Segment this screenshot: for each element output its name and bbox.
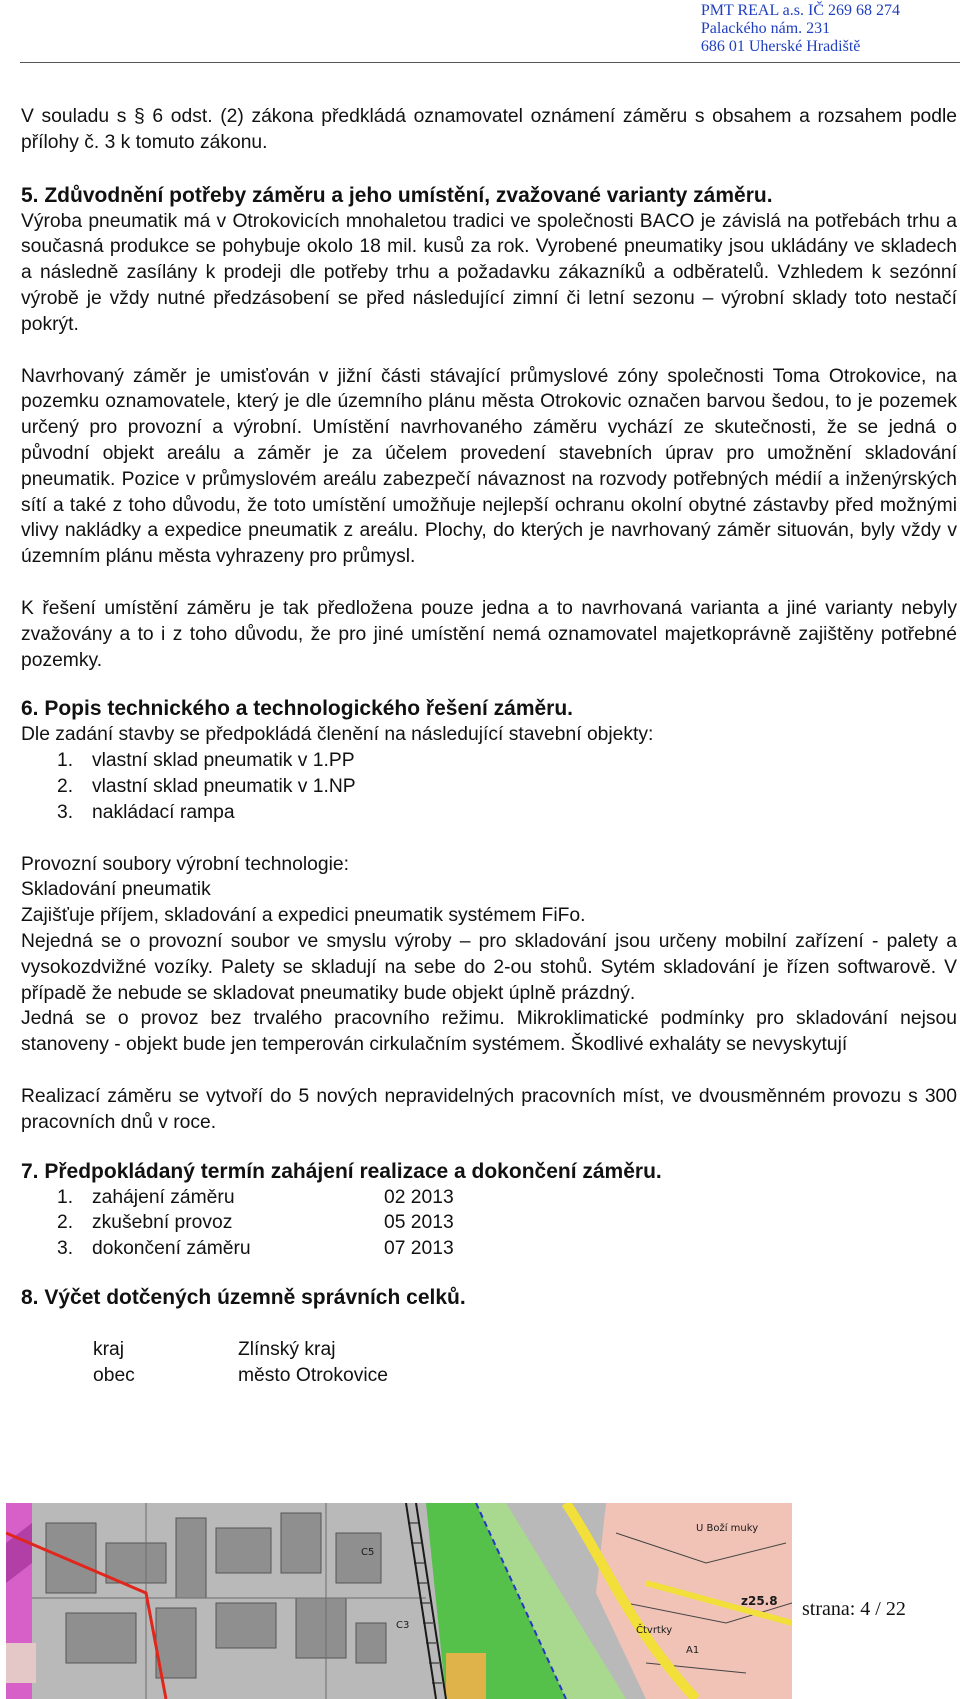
header-company-line: PMT REAL a.s. IČ 269 68 274 xyxy=(700,2,900,19)
section6-paragraph-c: Realizací záměru se vytvoří do 5 nových nepravidelných pracovních míst, ve dvousměnném provozu s 300 pracovních dnů v roce. xyxy=(21,1085,957,1133)
page-number: strana: 4 / 22 xyxy=(802,1598,906,1620)
schedule-item: 1. zahájení záměru 02 2013 xyxy=(57,1186,454,1208)
document-body xyxy=(21,104,957,1388)
list-item: 2. vlastní sklad pneumatik v 1.NP xyxy=(57,775,356,797)
territory-table xyxy=(21,1337,957,1389)
map-label: Čtvrtky xyxy=(636,1625,673,1636)
section7-heading: 7. Předpokládaný termín zahájení realizace a dokončení záměru. xyxy=(21,1159,662,1183)
header-divider xyxy=(20,62,960,63)
section5-paragraph-1: Výroba pneumatik má v Otrokovicích mnohaletou tradici ve společnosti BACO je závislá na potřebách trhu a současná produkce se pohybuje okolo 18 mil. kusů za rok. Vyrobené pneumatiky jsou ukládány ve skladech a následně zasílány k prodeji dle potřeby trhu a požadavku zákazníků a odběratelů. Vzhledem k sezónní výrobě je vždy nutné předzásobení se před následující zimní či letní sezonu – výrobní sklady toto nestačí pokrýt. xyxy=(21,210,957,335)
tech-description: Zajišťuje příjem, skladování a expedici pneumatik systémem FiFo. xyxy=(21,905,586,927)
section8-heading: 8. Výčet dotčených územně správních celků. xyxy=(21,1285,466,1309)
tech-name: Skladování pneumatik xyxy=(21,879,211,901)
territory-row: obec město Otrokovice xyxy=(93,1364,389,1386)
building-objects-list xyxy=(21,748,957,825)
list-item: 3. nakládací rampa xyxy=(57,801,235,823)
list-item: 1. vlastní sklad pneumatik v 1.PP xyxy=(57,750,355,772)
section6-paragraph-a: Nejedná se o provozní soubor ve smyslu výroby – pro skladování jsou určeny mobilní zařízení - palety a vysokozdvižné vozíky. Palety se skladují na sebe do 2-ou stohů. Sytém skladování je řízen softwarově. V případě že nebude se skladovat pneumatiky bude objekt úplně prázdný. xyxy=(21,930,957,1004)
map-label: z25.8 xyxy=(741,1594,778,1608)
schedule-item: 2. zkušební provoz 05 2013 xyxy=(57,1212,454,1234)
schedule-list xyxy=(21,1185,957,1262)
section6-heading: 6. Popis technického a technologického řešení záměru. xyxy=(21,697,573,721)
schedule-item: 3. dokončení záměru 07 2013 xyxy=(57,1238,454,1260)
map-label: C3 xyxy=(396,1620,410,1631)
company-header xyxy=(701,2,900,56)
section5-heading: 5. Zdůvodnění potřeby záměru a jeho umístění, zvažované varianty záměru. xyxy=(21,183,773,207)
section5-paragraph-3: K řešení umístění záměru je tak předložena pouze jedna a to navrhovaná varianta a jiné varianty nebyly zvažovány a to i z toho důvodu, že pro jiné umístění nemá oznamovatel majetkoprávně zajištěny potřebné pozemky. xyxy=(21,597,957,671)
section6-paragraph-b: Jedná se o provoz bez trvalého pracovního režimu. Mikroklimatické podmínky pro skladování nejsou stanoveny - objekt bude jen temperován cirkulačním systémem. Škodlivé exhaláty se nevyskytují xyxy=(21,1008,957,1056)
zoning-map-image xyxy=(6,1503,792,1699)
tech-heading: Provozní soubory výrobní technologie: xyxy=(21,853,349,875)
territory-row: kraj Zlínský kraj xyxy=(93,1338,336,1360)
map-label: C5 xyxy=(361,1547,375,1558)
intro-paragraph: V souladu s § 6 odst. (2) zákona předkládá oznamovatel oznámení záměru s obsahem a rozsahem podle přílohy č. 3 k tomuto zákonu. xyxy=(21,106,957,153)
section6-lead: Dle zadání stavby se předpokládá členění na následující stavební objekty: xyxy=(21,724,654,746)
section5-paragraph-2: Navrhovaný záměr je umisťován v jižní části stávající průmyslové zóny společnosti Toma Otrokovice, na pozemku oznamovatele, který je dle územního plánu města Otrokovic označen barvou šedou, to je pozemek určený pro provozní a výrobní. Umístění navrhovaného záměru vychází ze skutečnosti, že se jedná o původní objekt areálu a záměr je za účelem provedení stavebních úprav pro umožnění skladování pneumatik. Pozice v průmyslovém areálu zabezpečí návaznost na rozvody potřebných médií a inženýrských sítí a také z toho důvodu, že toto umístění umožňuje nejlepší ochranu okolní obytné zástavby před možnými vlivy nakládky a expedice pneumatik z areálu. Plochy, do kterých je navrhovaný záměr situován, byly vždy v územním plánu města vyhrazeny pro průmysl. xyxy=(21,365,957,568)
map-label: A1 xyxy=(686,1645,700,1656)
map-label: U Boží muky xyxy=(696,1523,759,1534)
header-city-line: 686 01 Uherské Hradiště xyxy=(700,38,861,55)
header-street-line: Palackého nám. 231 xyxy=(700,20,831,37)
